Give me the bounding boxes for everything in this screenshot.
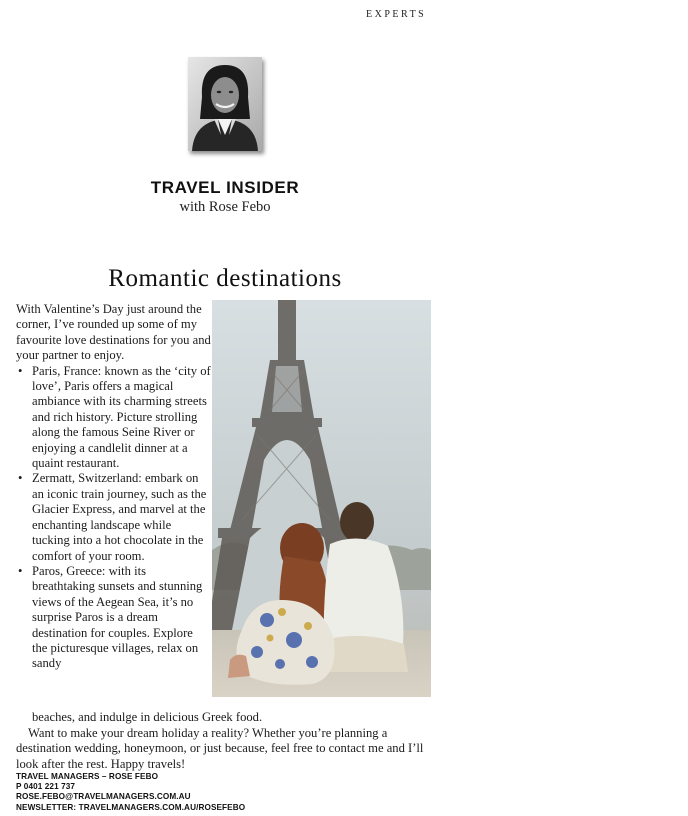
destination-item: • Zermatt, Switzerland: embark on an iconic train journey, such as the Glacier Express, and marvel at the enchanting landscape while tucking into a hot chocolate in the comfort of your room. (16, 471, 211, 563)
contact-block (16, 772, 316, 813)
contact-company: TRAVEL MANAGERS – ROSE FEBO (16, 772, 159, 781)
article-headline: Romantic destinations (108, 264, 342, 292)
contact-newsletter[interactable]: NEWSLETTER: TRAVELMANAGERS.COM.AU/ROSEFEBO (16, 802, 246, 812)
column-byline: with Rose Febo (179, 199, 271, 215)
section-label: EXPERTS (366, 9, 427, 20)
destination-item: • Paros, Greece: with its breathtaking sunsets and stunning views of the Aegean Sea, it’s no surprise Paros is a dream destination for couples. Explore the picturesque villages, relax on sandy (16, 564, 211, 672)
article-closing (16, 726, 436, 772)
author-portrait (188, 57, 262, 151)
column-title: TRAVEL INSIDER (150, 178, 300, 197)
contact-email[interactable]: ROSE.FEBO@TRAVELMANAGERS.COM.AU (16, 792, 191, 802)
destination-continuation: beaches, and indulge in delicious Greek food. (32, 710, 263, 724)
eiffel-tower-photo (212, 300, 431, 697)
article-intro: With Valentine’s Day just around the corner, I’ve rounded up some of my favourite love destinations for you and your partner to enjoy. (16, 302, 211, 363)
destination-item: • Paris, France: known as the ‘city of love’, Paris offers a magical ambiance with its charming streets and rich history. Picture strolling along the famous Seine River or enjoying a candlelit dinner at a quaint restaurant. (16, 364, 211, 472)
article-body (16, 302, 211, 672)
destination-list (16, 364, 211, 672)
closing-paragraph: Want to make your dream holiday a reality? Whether you’re planning a destination wedding, honeymoon, or just because, feel free to contact me and I’ll look after the rest. Happy travels! (16, 726, 424, 771)
contact-phone: P 0401 221 737 (16, 782, 76, 792)
